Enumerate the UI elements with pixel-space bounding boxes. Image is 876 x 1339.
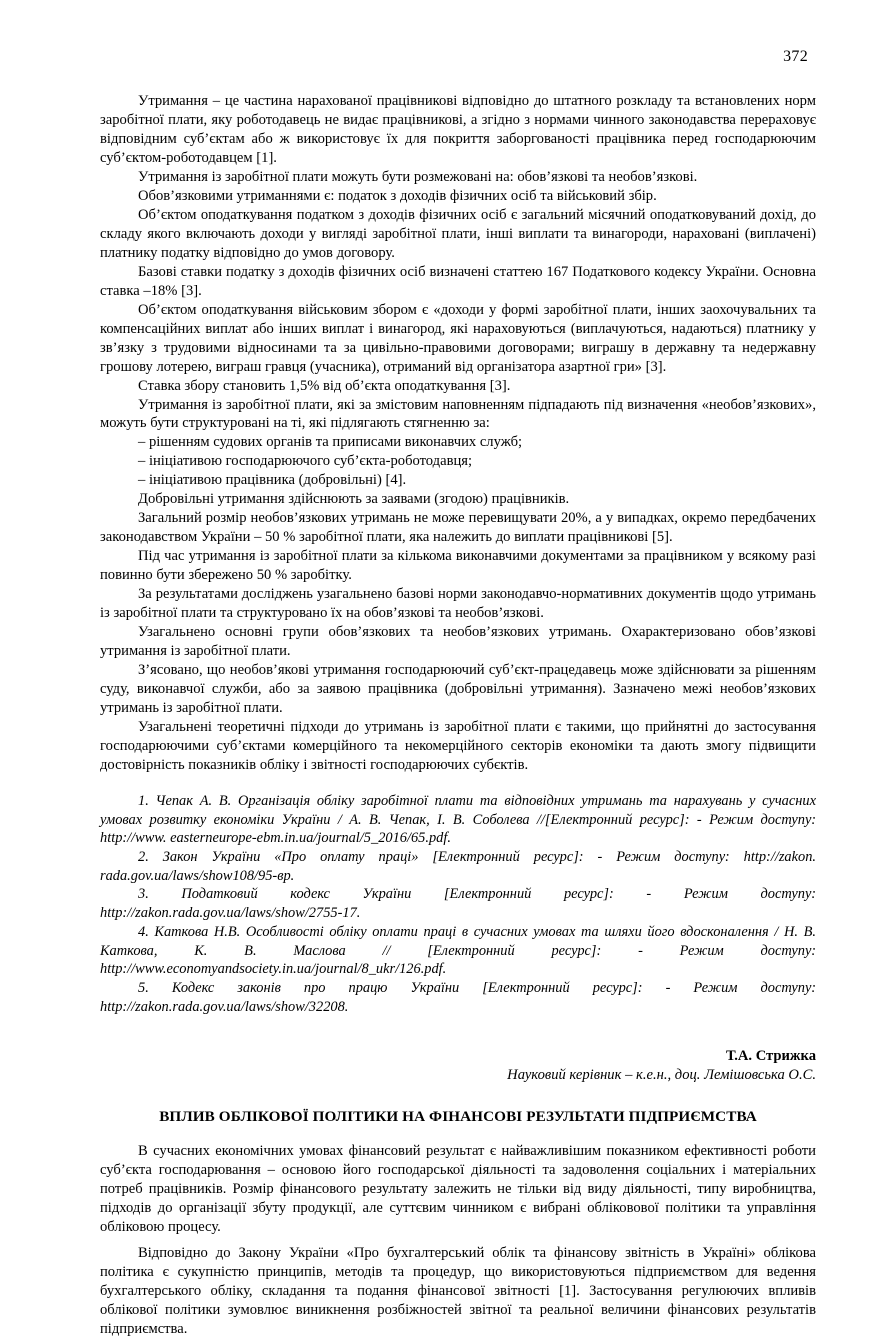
paragraph: В сучасних економічних умовах фінансовий результат є найважливішим показником ефективності роботи суб’єкта господарювання – основою його господарської діяльності та задоволення соціальних і матеріальних потреб працівників. Розмір фінансового результату залежить не тільки від виду діяльності, типу виробництва, підходів до організації збуту продукції, але суттєвим чинником є вибрані обліковової політики та управління обліковою процесу.	[100, 1142, 816, 1235]
paragraph: Утримання із заробітної плати можуть бути розмежовані на: обов’язкові та необов’язкові.	[138, 168, 698, 185]
article-title: ВПЛИВ ОБЛІКОВОЇ ПОЛІТИКИ НА ФІНАНСОВІ РЕЗУЛЬТАТИ ПІДПРИЄМСТВА	[159, 1107, 757, 1125]
paragraph: Утримання – це частина нарахованої працівникові відповідно до штатного розкладу та встановлених норм заробітної плати, яку роботодавець не видає працівникові, а згідно з нормами чинного законодавства перераховує відповідним суб’єктам або ж використовує їх для покриття заборгованості працівника перед господарюючим суб’єктом-роботодавцем [1].	[100, 93, 816, 166]
reference-list	[100, 792, 816, 1017]
reference-item: 3. Податковий кодекс України [Електронний ресурс]: - Режим доступу: http://zakon.rada.gov.ua/laws/show/2755-17.	[100, 886, 816, 922]
reference-item: 2. Закон України «Про оплату праці» [Електронний ресурс]: - Режим доступу: http://zakon. rada.gov.ua/laws/show108/95-вр.	[100, 849, 816, 884]
reference-item: 4. Каткова Н.В. Особливості обліку оплати праці в сучасних умовах та шляхи його вдосконалення / Н. В. Каткова, К. В. Маслова // [Електронний ресурс]: - Режим доступу: http://www.economyandsociety.in.ua/journal/8_ukr/126.pdf.	[100, 923, 816, 978]
list-item: – ініціативою працівника (добровільні) [4].	[138, 472, 407, 489]
main-body-text	[100, 92, 816, 775]
paragraph: За результатами досліджень узагальнено базові норми законодавчо-нормативних документів щодо утримань із заробітної плати та структуровано їх на обов’язкові та необов’язкові.	[100, 586, 816, 622]
paragraph: Узагальнено основні групи обов’язкових та необов’язкових утримань. Охарактеризовано обов’язкові утримання із заробітної плати.	[100, 624, 816, 660]
paragraph: Утримання із заробітної плати, які за змістовим наповненням підпадають під визначення «необов’язкових», можуть бути структуровані на ті, які підлягають стягненню за:	[100, 396, 816, 432]
paragraph: З’ясовано, що необов’якові утримання господарюючий суб’єкт-працедавець може здійснювати за рішенням суду, виконавчої служби, або за заявою працівника (добровільні утримання). Зазначено межі необов’язкових утримань із заробітної плати.	[100, 662, 816, 716]
paragraph: Об’єктом оподаткування податком з доходів фізичних осіб є загальний місячний оподатковуваний дохід, до складу якого включають доходи у вигляді заробітної плати, інші виплати та винагороди, нараховані (виплачені) платнику податку відповідно до умов договору.	[100, 206, 816, 261]
paragraph: Об’єктом оподаткування військовим збором є «доходи у формі заробітної плати, інших заохочувальних та компенсаційних виплат або інших виплат і винагород, які нараховуються (виплачуються, надаються) платнику у зв’язку з трудовими відносинами та за цивільно-правовими договорами; виграшу в державну та недержавну грошову лотерею, виграш гравця (учасника), отриманий від організатора азартної гри» [3].	[100, 301, 816, 375]
supervisor-line: Науковий керівник – к.е.н., доц. Лемішовська О.С.	[507, 1067, 816, 1084]
paragraph: Під час утримання із заробітної плати за кількома виконавчими документами за працівником у всякому разі повинно бути збережено 50 % заробітку.	[100, 548, 816, 584]
paragraph: Узагальнені теоретичні підходи до утримань із заробітної плати є такими, що прийнятні до застосування господарюючими суб’єктами комерційного та некомерційного секторів економіки та дають змогу підвищити достовірність показників обліку і звітності господарюючих субєктів.	[100, 718, 816, 773]
author-name: Т.А. Стрижка	[725, 1047, 816, 1064]
list-item: – рішенням судових органів та приписами виконавчих служб;	[138, 434, 523, 451]
list-item: – ініціативою господарюючого суб’єкта-роботодавця;	[138, 453, 473, 470]
spacer	[100, 1237, 816, 1244]
reference-item: 5. Кодекс законів про працю України [Електронний ресурс]: - Режим доступу: http://zakon.rada.gov.ua/laws/show/32208.	[100, 980, 816, 1015]
paragraph: Ставка збору становить 1,5% від об’єкта оподаткування [3].	[138, 377, 511, 394]
author-block	[100, 1047, 816, 1086]
page-number: 372	[783, 48, 808, 65]
article-body-text	[100, 1142, 816, 1339]
paragraph: Відповідно до Закону України «Про бухгалтерський облік та фінансову звітність в Україні» облікова політика є сукупністю принципів, методів та процедур, що використовуються підприємством для ведення бухгалтерського обліку, складання та подання фінансової звітності [1]. Застосування регулюючих впливів облікової політики зумовлює виникнення розбіжностей звітної та реальної величини фінансових результатів підприємства.	[100, 1244, 816, 1337]
reference-item: 1. Чепак А. В. Організація обліку заробітної плати та відповідних утримань та нарахувань у сучасних умовах розвитку економіки України / А. В. Чепак, І. В. Соболева //[Електронний ресурс]: - Режим доступу: http://www. easterneurope-ebm.in.ua/journal/5_2016/65.pdf.	[100, 792, 816, 847]
paragraph: Базові ставки податку з доходів фізичних осіб визначені статтею 167 Податкового кодексу України. Основна ставка –18% [3].	[100, 263, 816, 299]
paragraph: Загальний розмір необов’язкових утримань не може перевищувати 20%, а у випадках, окремо передбачених законодавством України – 50 % заробітної плати, яка належить до виплати працівникові [5].	[100, 510, 816, 546]
paragraph: Обов’язковими утриманнями є: податок з доходів фізичних осіб та військовий збір.	[138, 187, 657, 204]
paragraph: Добровільні утримання здійснюють за заявами (згодою) працівників.	[138, 491, 570, 508]
